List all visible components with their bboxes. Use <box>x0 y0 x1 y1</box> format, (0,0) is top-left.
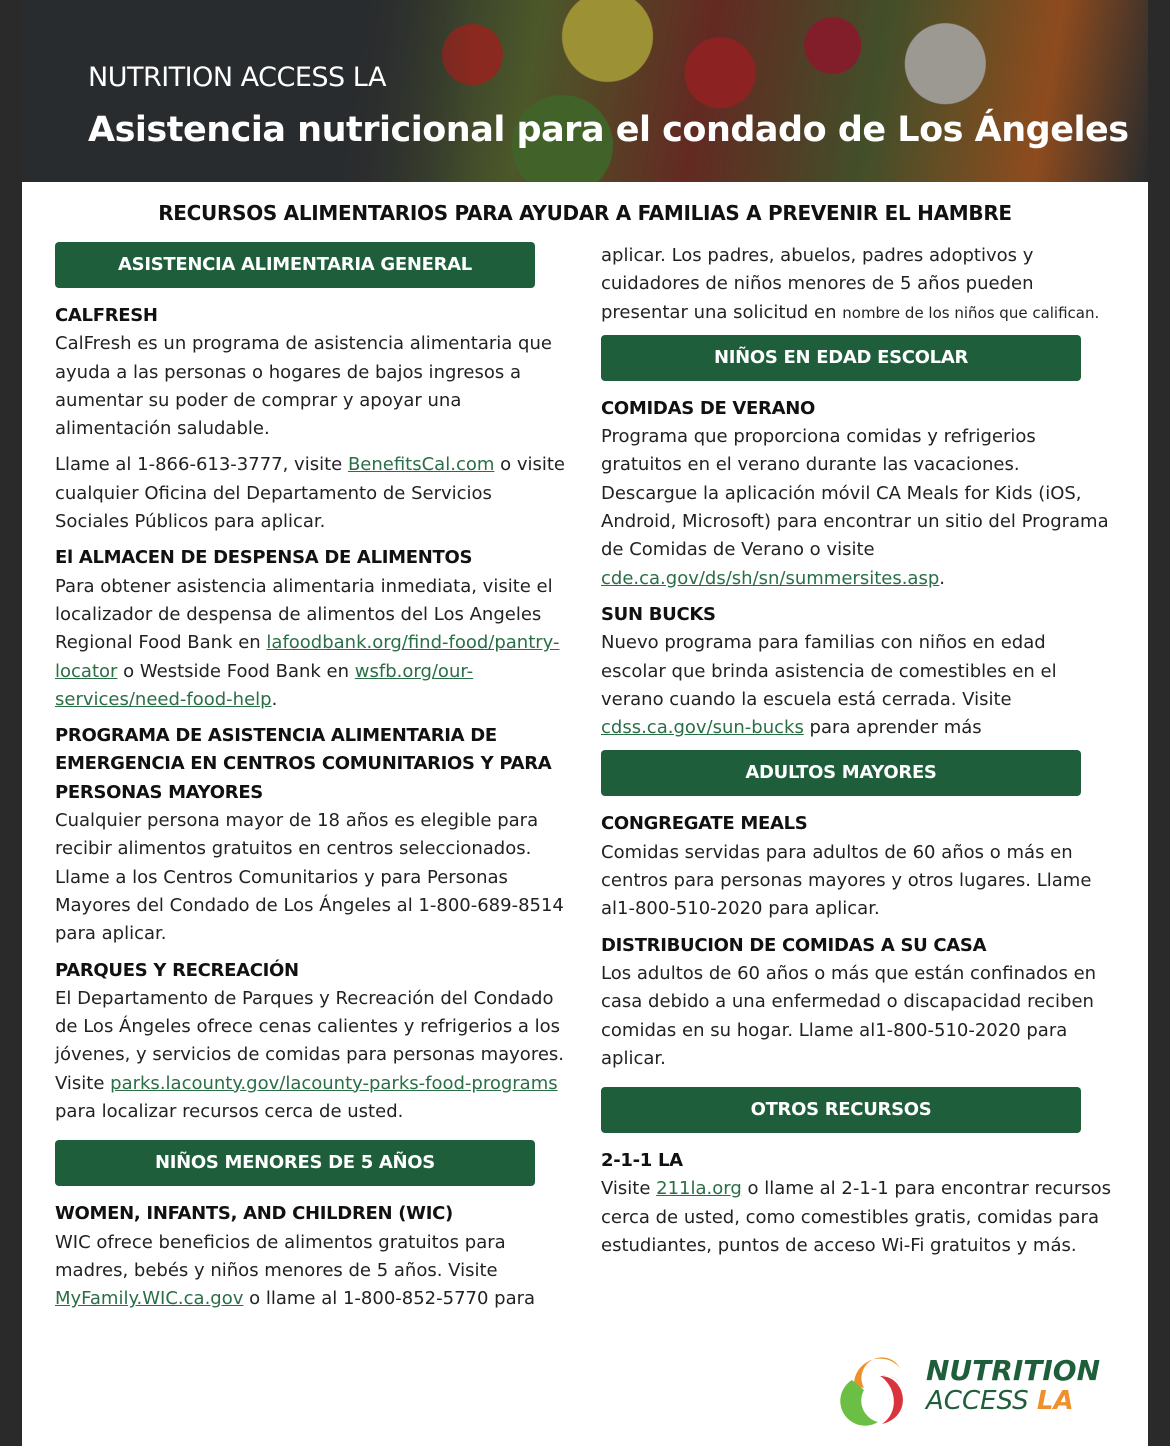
section-bar-other: OTROS RECURSOS <box>601 1087 1081 1133</box>
wsfb-link[interactable]: wsfb.org/our-services/need-food-help <box>55 660 474 710</box>
lafoodbank-link[interactable]: lafoodbank.org/find-food/pantry-locator <box>55 632 560 682</box>
summer-text: Programa que proporciona comidas y refrigerios gratuitos en el verano durante las vacaciones. Descargue la aplicación móvil CA Meals for Kids (iOS, Android, Microsoft) para encontrar un sitio del Programa de Comidas de Verano o visite cde.ca.gov/ds/sh/sn/summersites.asp. <box>601 426 1109 589</box>
parks-text: El Departamento de Parques y Recreación del Condado de Los Ángeles ofrece cenas calientes y refrigerios a los jóvenes, y servicios de comidas para personas mayores. Visite parks.lacounty.gov/lacounty-parks-food-programs para localizar recursos cerca de usted. <box>55 987 565 1123</box>
emergency-text: Cualquier persona mayor de 18 años es elegible para recibir alimentos gratuitos en centros seleccionados. Llame a los Centros Comunitarios y para Personas Mayores del Condado de Los Ángeles al 1-800-689-8514 para aplicar. <box>55 810 564 945</box>
wic-heading: WOMEN, INFANTS, AND CHILDREN (WIC) <box>55 1203 453 1225</box>
wic-text: WIC ofrece beneficios de alimentos gratuitos para madres, bebés y niños menores de 5 años. Visite MyFamily.WIC.ca.gov o llame al 1-800-852-5770 para <box>55 1231 536 1310</box>
pantry-heading: El ALMACEN DE DESPENSA DE ALIMENTOS <box>55 547 473 569</box>
la211-link[interactable]: 211la.org <box>656 1178 742 1200</box>
benefitscal-link[interactable]: BenefitsCal.com <box>347 454 495 476</box>
nutrition-access-la-logo: NUTRITION ACCESS LA <box>834 1346 1114 1426</box>
section-bar-general: ASISTENCIA ALIMENTARIA GENERAL <box>55 242 535 288</box>
right-column <box>601 242 1113 1268</box>
sunbucks-link[interactable]: cdss.ca.gov/sun-bucks <box>601 717 804 739</box>
section-bar-seniors: ADULTOS MAYORES <box>601 750 1081 796</box>
page-title: Asistencia nutricional para el condado de Los Ángeles <box>88 110 1129 150</box>
calfresh-contact: Llame al 1-866-613-3777, visite BenefitsCal.com o visite cualquier Oficina del Departamento de Servicios Sociales Públicos para aplicar. <box>55 454 566 533</box>
summersites-link[interactable]: cde.ca.gov/ds/sh/sn/summersites.asp <box>601 567 940 589</box>
congregate-text: Comidas servidas para adultos de 60 años o más en centros para personas mayores y otros lugares. Llame al1-800-510-2020 para aplicar. <box>601 841 1092 920</box>
header-banner <box>22 0 1148 182</box>
calfresh-heading: CALFRESH <box>55 305 158 326</box>
la211-text: Visite 211la.org o llame al 2-1-1 para encontrar recursos cerca de usted, como comestibles gratis, comidas para estudiantes, puntos de acceso Wi-Fi gratuitos y más. <box>601 1178 1112 1257</box>
sunbucks-text: Nuevo programa para familias con niños en edad escolar que brinda asistencia de comestibles en el verano cuando la escuela está cerrada. Visite cdss.ca.gov/sun-bucks para aprender más <box>601 632 1057 739</box>
congregate-heading: CONGREGATE MEALS <box>601 813 808 835</box>
left-column <box>55 242 567 1322</box>
la211-heading: 2-1-1 LA <box>601 1150 683 1172</box>
calfresh-text: CalFresh es un programa de asistencia alimentaria que ayuda a las personas o hogares de bajos ingresos a aumentar su poder de comprar y apoyar una alimentación saludable. <box>55 333 552 440</box>
parks-heading: PARQUES Y RECREACIÓN <box>55 959 299 981</box>
wic-continued: aplicar. Los padres, abuelos, padres adoptivos y cuidadores de niños menores de 5 años pueden presentar una solicitud en nombre de los niños que califican. <box>601 245 1100 323</box>
org-name: NUTRITION ACCESS LA <box>88 62 386 93</box>
section-bar-school: NIÑOS EN EDAD ESCOLAR <box>601 335 1081 381</box>
sunbucks-heading: SUN BUCKS <box>601 603 716 625</box>
summer-heading: COMIDAS DE VERANO <box>601 397 816 419</box>
fruit-logo-icon <box>834 1346 920 1426</box>
home-delivery-text: Los adultos de 60 años o más que están confinados en casa debido a una enfermedad o discapacidad reciben comidas en su hogar. Llame al1-800-510-2020 para aplicar. <box>601 962 1097 1069</box>
pantry-text: Para obtener asistencia alimentaria inmediata, visite el localizador de despensa de alimentos del Los Angeles Regional Food Bank en lafoodbank.org/find-food/pantry-locator o Westside Food Bank en wsfb.org/our-services/need-food-help. <box>55 575 560 710</box>
parks-link[interactable]: parks.lacounty.gov/lacounty-parks-food-programs <box>110 1072 558 1094</box>
section-bar-under5: NIÑOS MENORES DE 5 AÑOS <box>55 1140 535 1186</box>
main-heading: RECURSOS ALIMENTARIOS PARA AYUDAR A FAMILIAS A PREVENIR EL HAMBRE <box>158 201 1012 225</box>
emergency-heading: PROGRAMA DE ASISTENCIA ALIMENTARIA DE EMERGENCIA EN CENTROS COMUNITARIOS Y PARA PERSONAS MAYORES <box>55 725 552 803</box>
home-delivery-heading: DISTRIBUCION DE COMIDAS A SU CASA <box>601 934 987 956</box>
wic-link[interactable]: MyFamily.WIC.ca.gov <box>55 1288 244 1310</box>
